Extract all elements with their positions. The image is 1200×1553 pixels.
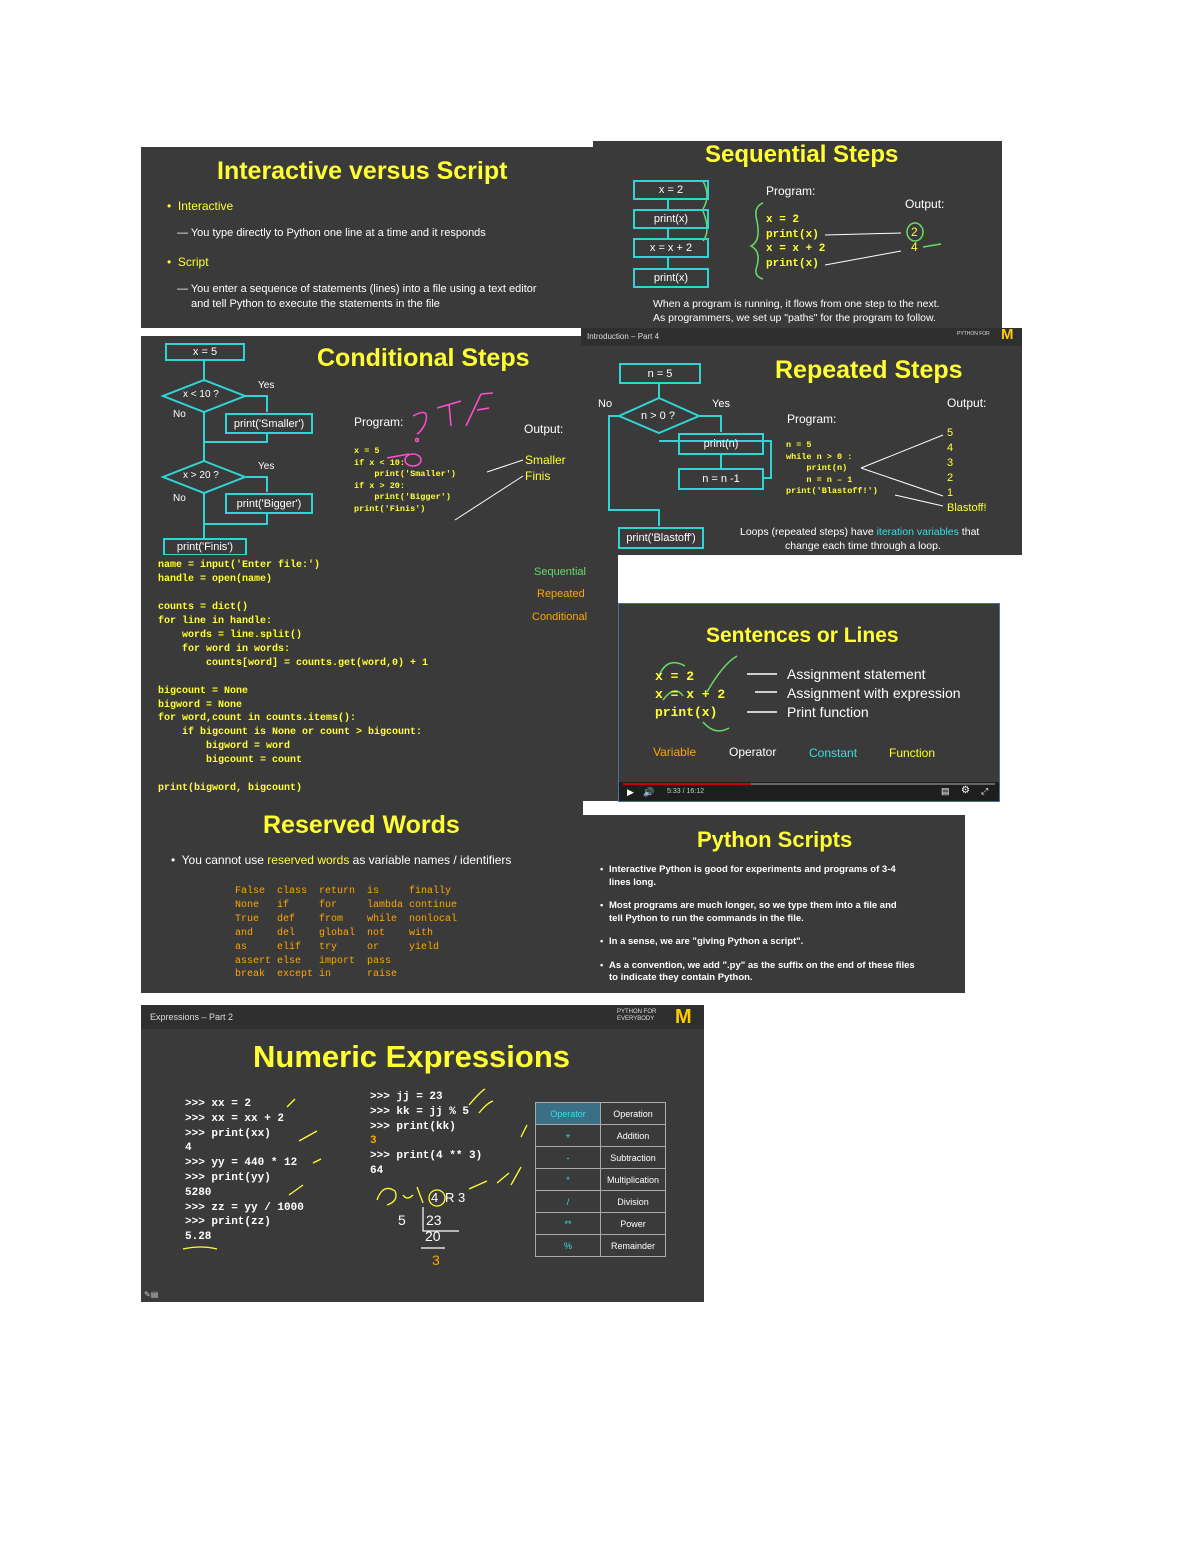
slide-reserved-words [141, 801, 583, 993]
program-code [786, 440, 878, 498]
code-line: >>> jj = 23 [370, 1091, 443, 1103]
pen-tools-icon[interactable]: ✎▤ [144, 1290, 159, 1299]
code-line: >>> xx = 2 [185, 1098, 252, 1110]
sub-bullet-script-cont: and tell Python to execute the statements in the file [191, 298, 440, 310]
table-row [536, 1235, 666, 1257]
caption-text: that [958, 526, 980, 538]
table-row [536, 1213, 666, 1235]
no-label: No [173, 493, 186, 504]
code-line: print(x) [766, 228, 819, 241]
bullet-dot: • [600, 959, 604, 971]
legend-function: Function [889, 746, 936, 760]
bullet-item [600, 959, 915, 985]
code-line: x = 2 [655, 669, 695, 684]
bullet-line: Interactive Python is good for experiments and programs of 3-4 [609, 864, 896, 875]
operators-table [535, 1102, 666, 1257]
code-line: 64 [370, 1164, 384, 1177]
box-n-equals-5: n = 5 [619, 363, 701, 384]
code-line: 4 [185, 1142, 192, 1155]
table-header-cell: Operation [601, 1103, 666, 1125]
operation-cell: Subtraction [601, 1147, 666, 1169]
bullet-line: Most programs are much longer, so we type them into a file and [609, 900, 897, 911]
output-value: 4 [911, 240, 918, 254]
code-line: print(n) [786, 463, 848, 473]
bullet-item [600, 900, 915, 925]
code-line: >>> print(4 ** 3) [370, 1150, 483, 1163]
yes-label: Yes [258, 461, 275, 472]
legend-sequential: Sequential [534, 566, 586, 578]
operator-cell: / [536, 1191, 601, 1213]
box-x-equals-5: x = 5 [165, 343, 245, 361]
division-divisor: 5 [398, 1212, 406, 1228]
sub-bullet-text: You enter a sequence of statements (lines) into a file using a text editor [190, 283, 537, 295]
code-line: >>> zz = yy / 1000 [185, 1201, 304, 1214]
division-subtract: 20 [425, 1228, 441, 1244]
bullet-script: • Script [167, 255, 209, 269]
output-value: Blastoff! [947, 502, 987, 514]
table-row [536, 1191, 666, 1213]
caption-text: Loops (repeated steps) have [740, 526, 877, 538]
operator-cell: - [536, 1147, 601, 1169]
division-remainder: R 3 [445, 1190, 466, 1205]
decision-2-label: x > 20 ? [183, 470, 219, 481]
slide-repeated-steps [581, 328, 1022, 555]
bullet-item [600, 936, 915, 949]
label-assignment: Assignment statement [787, 666, 926, 682]
slide-sequential-steps [593, 141, 1002, 328]
output-value: 2 [947, 472, 954, 484]
code-line: x = x + 2 [766, 243, 826, 255]
flow-box-1: x = 2 [633, 180, 709, 200]
bullet-dot: • [600, 936, 604, 947]
slide-numeric-expressions [141, 1005, 704, 1302]
example-code [655, 668, 725, 722]
code-line: >>> yy = 440 * 12 [185, 1157, 298, 1170]
program-label: Program: [766, 184, 816, 198]
code-line: x = x + 2 [655, 687, 726, 702]
bullet-line: to indicate they contain Python. [609, 972, 753, 983]
table-row [536, 1169, 666, 1191]
yes-label: Yes [712, 398, 730, 410]
slide-title: Interactive versus Script [217, 157, 508, 185]
slide-interactive-vs-script [141, 147, 593, 328]
bullet-line: As a convention, we add ".py" as the suffix on the end of these files [609, 959, 915, 971]
code-line: >>> print(kk) [370, 1120, 456, 1133]
box-print-finis: print('Finis') [163, 538, 247, 555]
bullet-line: tell Python to run the commands in the file. [609, 912, 804, 924]
bullet-list [600, 864, 915, 985]
box-print-bigger: print('Bigger') [225, 493, 313, 514]
output-value: 3 [947, 457, 954, 469]
program-code [766, 213, 825, 271]
code-line: n = n – 1 [786, 474, 853, 485]
slide-python-scripts [583, 815, 965, 993]
code-line: 3 [370, 1135, 377, 1148]
label-assignment-expression: Assignment with expression [787, 685, 961, 701]
code-line: print('Blastoff!') [786, 486, 878, 496]
decision-label: n > 0 ? [641, 410, 675, 422]
slide-title: Sentences or Lines [706, 624, 899, 647]
code-line: 5280 [185, 1186, 212, 1199]
slide-sentences-or-lines [618, 603, 1000, 802]
bullet-dot: • [600, 900, 604, 911]
operator-cell: ** [536, 1213, 601, 1235]
program-code [354, 446, 456, 515]
legend-variable: Variable [653, 745, 697, 759]
code-line: >>> print(xx) [185, 1127, 271, 1140]
header-title: Introduction – Part 4 [587, 332, 660, 341]
slide-title: Numeric Expressions [253, 1039, 571, 1074]
reserved-words-grid: False class return is finally None if for lambda continue True def from while nonlocal and del global not with as elif try or yield assert else import pass break except in raise [235, 886, 458, 981]
program-label: Program: [354, 415, 404, 429]
m-logo-icon: M [1001, 328, 1014, 343]
output-values [947, 426, 987, 516]
caption-line-2: As programmers, we set up "paths" for the program to follow. [653, 312, 936, 324]
caption-line-1 [740, 526, 979, 538]
volume-icon[interactable]: 🔊 [643, 787, 655, 797]
left-code [185, 1097, 304, 1245]
output-label: Output: [947, 396, 987, 410]
no-label: No [598, 398, 613, 410]
decision-1-label: x < 10 ? [183, 389, 219, 400]
legend-operator: Operator [729, 745, 777, 759]
code-line: while n > 0 : [786, 451, 853, 462]
output-label: Output: [905, 197, 945, 211]
header-title: Expressions – Part 2 [150, 1012, 234, 1022]
table-row [536, 1125, 666, 1147]
caption-line-1: When a program is running, it flows from one step to the next. [653, 298, 940, 310]
output-label: Output: [524, 422, 564, 436]
bullet-text: You cannot use [181, 853, 268, 867]
slide-conditional-steps [141, 336, 581, 555]
code-line: print('Smaller') [354, 469, 457, 479]
bullet-line: lines long. [609, 876, 656, 888]
flow-box-3: x = x + 2 [633, 238, 709, 258]
code-line: 5.28 [185, 1231, 212, 1244]
slide-title: Reserved Words [263, 811, 460, 839]
video-time: 5:33 / 16:12 [667, 788, 704, 795]
bullet-text: as variable names / identifiers [349, 853, 512, 867]
bullet-dot: • [600, 864, 604, 875]
division-result: 3 [432, 1252, 440, 1268]
code-line: if x < 10: [354, 457, 406, 468]
program-code: name = input('Enter file:') handle = open(name) counts = dict() for line in handle: words = line.split() for word in words: counts[word] = counts.get(word,0) + 1 bigcount = None bigword = None for word,count in counts.items(): if bigcount is None or count > bigcount: bigword = word bigcount = count print(bigword, bigcount) [158, 560, 429, 795]
operation-cell: Power [601, 1213, 666, 1235]
bullet-line: In a sense, we are "giving Python a script". [609, 936, 804, 947]
division-quotient: 4 [431, 1190, 439, 1205]
slide-wordcount-code [141, 555, 618, 801]
box-print-blastoff: print('Blastoff') [618, 527, 704, 549]
operator-cell: * [536, 1169, 601, 1191]
operator-cell: % [536, 1235, 601, 1257]
fullscreen-icon[interactable]: ⤢ [981, 786, 989, 796]
output-value: 5 [947, 427, 954, 439]
settings-icon[interactable]: ⚙ [961, 785, 970, 796]
legend-repeated: Repeated [537, 588, 585, 600]
bullet-reserved: • You cannot use reserved words as variable names / identifiers [171, 853, 512, 867]
table-header-cell: Operator [536, 1103, 601, 1125]
output-value: 1 [947, 487, 954, 499]
sub-bullet-interactive: — You type directly to Python one line at a time and it responds [177, 227, 486, 239]
bullet-item [600, 864, 915, 889]
code-line: print(x) [655, 705, 718, 720]
bullet-interactive-label: Interactive [177, 199, 234, 213]
m-logo-icon: M [675, 1006, 692, 1028]
program-label: Program: [787, 412, 837, 426]
operation-cell: Multiplication [601, 1169, 666, 1191]
progress-fill [623, 783, 751, 785]
operation-cell: Division [601, 1191, 666, 1213]
division-dividend: 23 [426, 1212, 442, 1228]
flow-box-2: print(x) [633, 209, 709, 229]
code-line: >>> print(yy) [185, 1171, 271, 1184]
box-print-n: print(n) [678, 433, 764, 455]
code-line: print(x) [766, 257, 819, 270]
legend-conditional: Conditional [532, 611, 588, 623]
bullet-interactive: • Interactive [167, 199, 234, 213]
table-row [536, 1147, 666, 1169]
code-line: print('Bigger') [354, 492, 451, 502]
output-value: Finis [525, 469, 551, 483]
slide-title: Conditional Steps [317, 344, 530, 372]
code-line: >>> xx = xx + 2 [185, 1112, 285, 1125]
middle-code [370, 1090, 482, 1179]
slide-title: Python Scripts [697, 827, 853, 852]
operation-cell: Addition [601, 1125, 666, 1147]
output-value: 4 [947, 442, 954, 454]
header-logo-text: PYTHON FOR [957, 331, 990, 337]
sub-bullet-script: — You enter a sequence of statements (lines) into a file using a text editor [177, 283, 537, 295]
caption-highlight: iteration variables [876, 526, 959, 538]
yes-label: Yes [258, 380, 275, 391]
operation-cell: Remainder [601, 1235, 666, 1257]
label-print-function: Print function [787, 704, 869, 720]
bullet-highlight: reserved words [267, 853, 350, 867]
box-print-smaller: print('Smaller') [225, 413, 313, 434]
code-line: print('Finis') [354, 503, 426, 514]
flow-box-4: print(x) [633, 268, 709, 288]
output-value: 2 [911, 225, 918, 239]
caption-line-2: change each time through a loop. [785, 540, 941, 552]
code-line: x = 2 [766, 214, 800, 226]
legend-constant: Constant [809, 746, 858, 760]
header-logo-text: PYTHON FOR EVERYBODY [617, 1009, 657, 1022]
code-line: x = 5 [354, 446, 380, 456]
video-controls [619, 782, 999, 801]
no-label: No [173, 409, 186, 420]
bullet-script-label: Script [177, 255, 209, 269]
operator-cell: + [536, 1125, 601, 1147]
code-line: >>> kk = jj % 5 [370, 1105, 470, 1118]
output-value: Smaller [525, 453, 566, 467]
slide-title: Repeated Steps [775, 356, 963, 384]
captions-icon[interactable]: ▤ [941, 786, 950, 796]
table-header [536, 1103, 666, 1125]
play-icon[interactable]: ▶ [627, 787, 634, 797]
box-decrement: n = n -1 [678, 468, 764, 490]
slide-title: Sequential Steps [705, 141, 899, 168]
code-line: >>> print(zz) [185, 1216, 271, 1229]
code-line: n = 5 [786, 440, 812, 450]
code-line: if x > 20: [354, 480, 406, 491]
sub-bullet-text: You type directly to Python one line at a time and it responds [190, 227, 486, 239]
